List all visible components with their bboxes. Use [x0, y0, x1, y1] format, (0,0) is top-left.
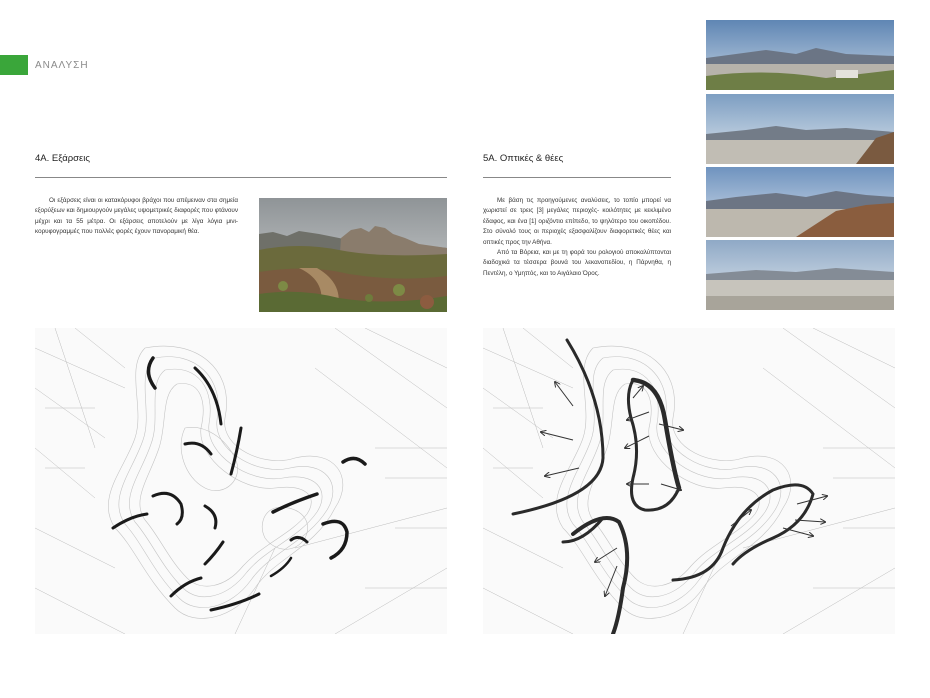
right-heading-rule — [483, 177, 671, 178]
right-paragraph-2: Από τα Βόρεια, και με τη φορά του ρολογιού αποκαλύπτονται διαδοχικά τα τέσσερα βουνά του λεκανοπεδίου, η Πάρνηθα, η Πεντέλη, ο Υμηττός, και το Αιγάλαιο Όρος. — [483, 249, 671, 277]
view-photo-4 — [706, 240, 894, 310]
left-heading-rule — [35, 177, 447, 178]
left-heading: 4Α. Εξάρσεις — [35, 153, 90, 164]
right-paragraph-block — [483, 196, 671, 279]
left-paragraph-block — [35, 196, 238, 238]
view-photo-2 — [706, 94, 894, 164]
view-photo-1 — [706, 20, 894, 90]
left-paragraph: Οι εξάρσεις είναι οι κατακόρυφοι βράχοι που απέμειναν στα σημεία εξορύξεων και δημιουργούν μεγάλες υψομετρικές διαφορές που φτάνουν μέχρι και τα 55 μέτρα. Οι εξάρσεις αποτελούν με λίγα λόγια μινι-κορυφογραμμές που πολλές φορές έχουν πανοραμική θέα. — [35, 197, 238, 236]
views-map — [483, 328, 895, 634]
view-photo-3 — [706, 167, 894, 237]
rock-outcrop-photo — [259, 198, 447, 312]
accent-bar — [0, 55, 28, 75]
section-tag: ΑΝΑΛΥΣΗ — [35, 60, 89, 71]
right-paragraph-1: Με βάση τις προηγούμενες αναλύσεις, το τοπίο μπορεί να χωριστεί σε τρεις [3] μεγάλες περιοχές- κοιλότητες με κεκλιμένο έδαφος, και ένα [1] οριζόντιο επίπεδο, το ψηλότερο του οικοπέδου. Στο σύνολό τους οι περιοχές εξασφαλίζουν διαφορετικές θέες και οπτικές προς την Αθήνα. — [483, 197, 671, 246]
right-heading: 5Α. Οπτικές & θέες — [483, 153, 564, 164]
exarseis-map — [35, 328, 447, 634]
